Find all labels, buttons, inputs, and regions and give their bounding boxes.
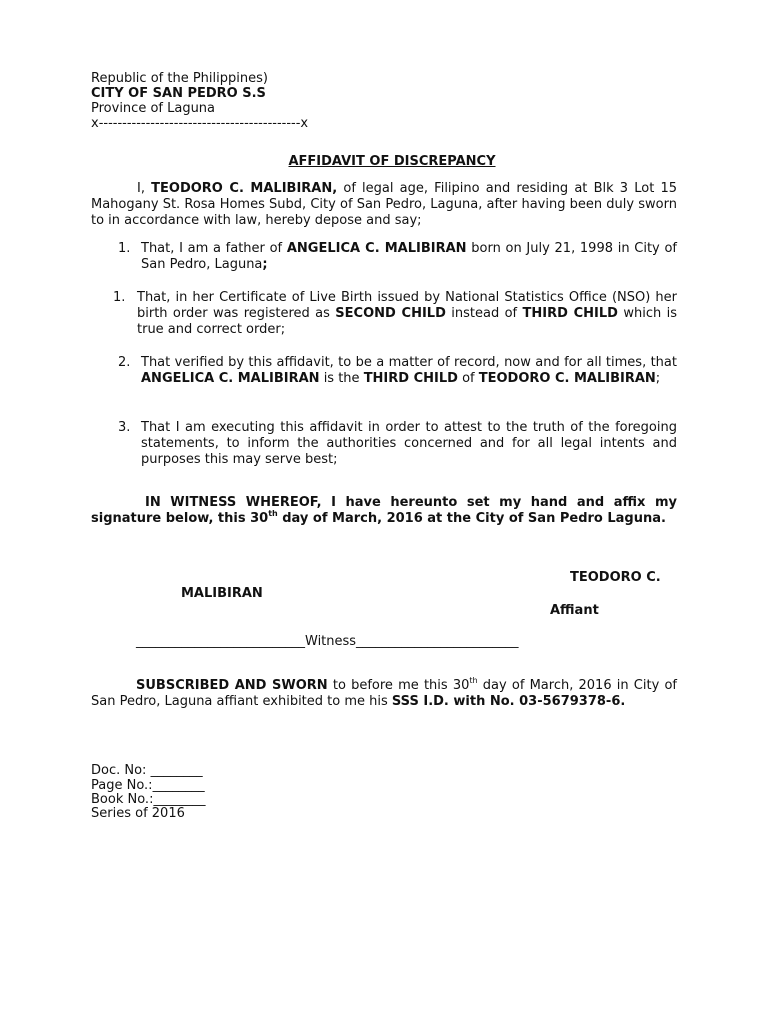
item-text: That I am executing this affidavit in order to attest to the truth of the foregoing statements, to inform the authorities concerned and for all legal intents and purposes this may serve best;: [141, 420, 677, 467]
series-year: Series of 2016: [91, 806, 185, 821]
header-separator: x-------------------------------------------x: [91, 116, 309, 131]
header-republic: Republic of the Philippines): [91, 71, 268, 86]
witness-signature-line: __________________________Witness_________________________: [136, 634, 519, 649]
list-item: [137, 290, 677, 338]
document-title: AFFIDAVIT OF DISCREPANCY: [288, 154, 496, 169]
list-item: [141, 355, 677, 387]
item-text: instead of: [445, 306, 523, 321]
item-text: which is true and correct order;: [137, 306, 677, 337]
witness-text: day of March, 2016 at the City of San Pedro Laguna.: [277, 511, 666, 526]
list-item: [141, 241, 677, 273]
item-bold: THIRD CHILD: [522, 306, 618, 321]
header-city: CITY OF SAN PEDRO S.S: [91, 86, 266, 101]
item-text: is the: [319, 371, 364, 386]
ordinal-suffix: th: [268, 508, 278, 518]
doc-number: Doc. No: ________: [91, 763, 203, 778]
intro-text-b: of legal age, Filipino and residing at Blk 3 Lot 15 Mahogany St. Rosa Homes Subd, City of San Pedro, Laguna, after having been duly sworn to in accordance with law, hereby depose and say;: [91, 181, 677, 228]
book-number: Book No.:________: [91, 792, 206, 807]
item-number: 3.: [118, 420, 131, 435]
witness-clause: [91, 495, 677, 527]
signature-name-part1: TEODORO C.: [570, 570, 661, 585]
item-number: 1.: [118, 241, 131, 256]
item-bold: ANGELICA C. MALIBIRAN: [141, 371, 320, 386]
item-bold: ;: [262, 257, 268, 272]
item-text: born on July 21, 1998 in City of San Pedro, Laguna: [141, 241, 677, 272]
item-text: of: [457, 371, 479, 386]
jurat-paragraph: [91, 675, 677, 710]
item-number: 2.: [118, 355, 131, 370]
item-text: That verified by this affidavit, to be a matter of record, now and for all times, that: [141, 355, 677, 370]
ordinal-suffix: th: [469, 675, 478, 685]
intro-text-a: I,: [137, 181, 152, 196]
affiant-name: TEODORO C. MALIBIRAN,: [151, 181, 338, 196]
jurat-bold: SSS I.D. with No. 03-5679378-6.: [391, 694, 626, 709]
jurat-text: day of March, 2016 in City of San Pedro, Laguna affiant exhibited to me his: [91, 678, 677, 709]
list-item: [141, 420, 677, 468]
item-text: That, I am a father of: [141, 241, 287, 256]
item-bold: THIRD CHILD: [363, 371, 458, 386]
item-text: ;: [655, 371, 661, 386]
item-bold: TEODORO C. MALIBIRAN: [478, 371, 656, 386]
witness-text: IN WITNESS WHEREOF, I have hereunto set my hand and affix my signature below, this 30: [91, 495, 677, 526]
signature-name-part2: MALIBIRAN: [181, 586, 263, 601]
header-province: Province of Laguna: [91, 101, 216, 116]
page-number: Page No.:________: [91, 778, 205, 793]
item-bold: ANGELICA C. MALIBIRAN: [286, 241, 467, 256]
item-text: That, in her Certificate of Live Birth issued by National Statistics Office (NSO) her birth order was registered as: [137, 290, 677, 321]
item-bold: SECOND CHILD: [335, 306, 446, 321]
item-number: 1.: [113, 290, 126, 305]
intro-paragraph: [91, 181, 677, 229]
jurat-text: to before me this 30: [327, 678, 470, 693]
jurat-bold: SUBSCRIBED AND SWORN: [136, 678, 328, 693]
affiant-label: Affiant: [550, 603, 599, 618]
